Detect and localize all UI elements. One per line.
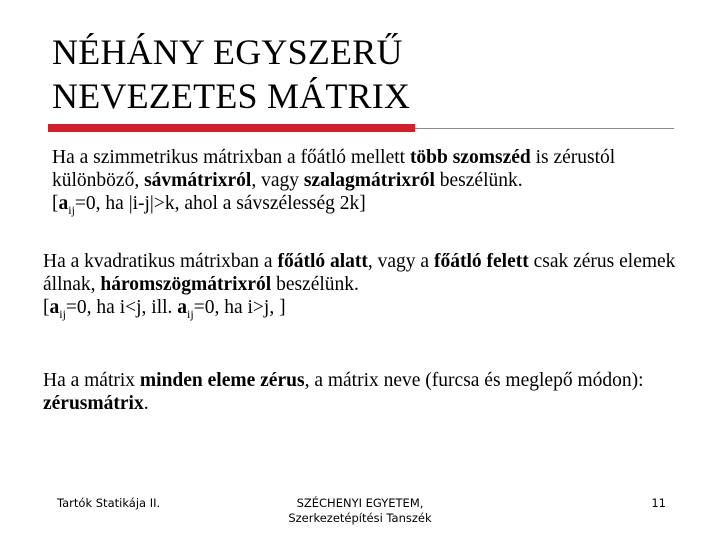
text-run: , a mátrix neve (furcsa és meglepő módon): [304,370,644,391]
bold-term: szalagmátrixról [303,170,435,191]
bold-term: több szomszéd [409,147,531,168]
bold-term: főátló alatt [277,251,368,272]
formula-symbol: a [58,193,69,214]
formula-text: =0, ha i>j, ] [193,297,286,318]
bold-term: háromszögmátrixról [100,274,272,295]
text-run: is zérustól különböző, [52,147,616,191]
formula-text: =0, ha i<j, ill. [65,297,178,318]
text-run: , vagy [251,170,304,191]
text-run: Ha a szimmetrikus mátrixban a főátló mellett [52,147,410,168]
bold-term: zérusmátrix [43,393,144,414]
formula-bracket: [ [43,297,50,318]
page-number: 11 [651,496,666,510]
text-run: beszélünk. [271,274,359,295]
text-run: Ha a mátrix [43,370,140,391]
title-line-2: NEVEZETES MÁTRIX [52,76,411,116]
accent-bar [48,124,415,132]
text-run: . [143,393,149,414]
formula-text: =0, ha |i-j|>k, ahol a sávszélesség 2k] [74,193,366,214]
bold-term: minden eleme zérus [139,370,305,391]
paragraph-zero-matrix [43,369,683,415]
formula-subscript: ij [68,202,75,217]
title-line-1: NÉHÁNY EGYSZERŰ [52,32,403,72]
text-run: beszélünk. [434,170,523,191]
footer-course-title: Tartók Statikája II. [57,496,161,510]
bold-term: főátló felett [433,251,529,272]
footer-institution [260,496,460,526]
text-run: , vagy a [367,251,434,272]
footer-institution-line-2: Szerkezetépítési Tanszék [288,511,432,525]
text-run: csak zérus elemek állnak, [43,251,676,295]
formula-symbol: a [177,297,188,318]
formula-symbol: a [49,297,60,318]
paragraph-band-matrix [52,146,692,215]
formula-subscript: ij [59,306,66,321]
text-run: Ha a kvadratikus mátrixban a [43,251,278,272]
formula-subscript: ij [187,306,194,321]
bold-term: sávmátrixról [144,170,252,191]
paragraph-triangular-matrix [43,250,683,319]
slide-title [52,30,410,118]
formula-bracket: [ [52,193,59,214]
footer-institution-line-1: SZÉCHENYI EGYETEM, [296,496,424,510]
